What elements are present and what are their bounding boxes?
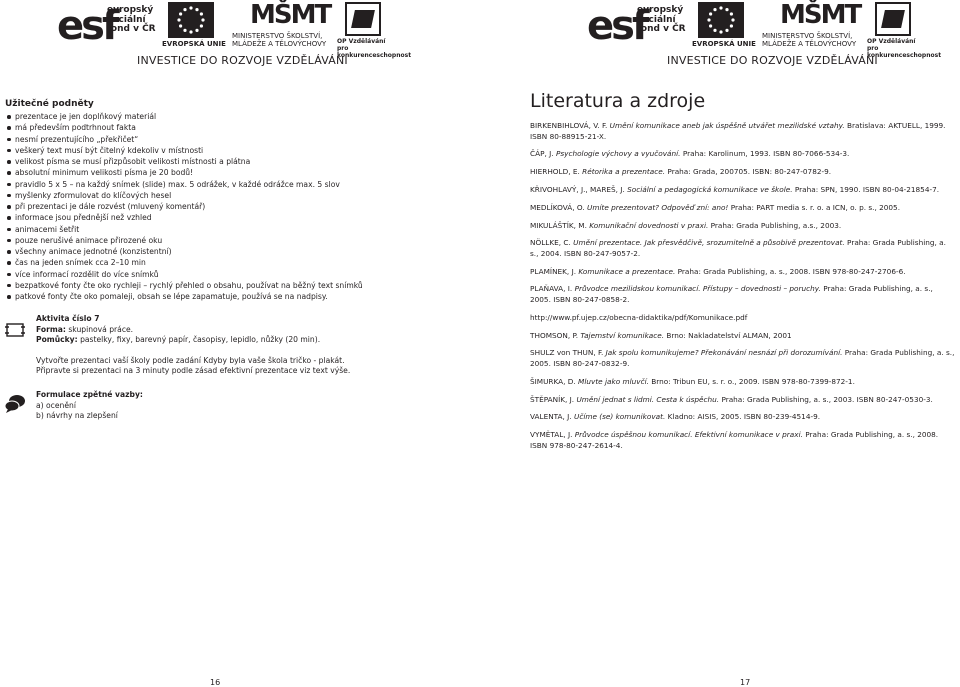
- reference-author: SHULZ von THUN, F.: [530, 348, 604, 358]
- list-item: bezpatkové fonty čte oko rychleji – rychlý přehled o obsahu, používat na běžný text snímků: [5, 280, 465, 291]
- reference-publication: Praha: Grada Publishing, a. s., 2005. ISBN 80-247-0832-9.: [530, 348, 955, 368]
- activity-section: [36, 314, 466, 377]
- esf-text: evropský sociální fond v ČR: [107, 5, 156, 34]
- reference-title: Umění prezentace. Jak přesvědčivě, srozumitelně a působivě prezentovat.: [573, 238, 845, 248]
- reference-author: NÖLLKE, C.: [530, 238, 571, 248]
- activity-aids-label: Pomůcky:: [36, 335, 78, 344]
- list-item: myšlenky zformulovat do klíčových hesel: [5, 190, 465, 201]
- reference-author: ŠIMURKA, D.: [530, 376, 576, 386]
- reference-publication: Praha: Grada Publishing, a. s., 2008. ISBN 978-80-247-2706-6.: [677, 266, 906, 276]
- reference-title: Rétorika a prezentace.: [582, 167, 666, 177]
- reference-publication: Praha: Grada Publishing, a. s., 2004. ISBN 80-247-9057-2.: [530, 238, 946, 258]
- reference-item: [530, 331, 955, 342]
- reference-item: [530, 167, 955, 178]
- eu-logo: [162, 2, 226, 50]
- reference-author: HIERHOLD, E.: [530, 167, 580, 177]
- list-item: animacemi šetřit: [5, 224, 465, 235]
- reference-item: [530, 377, 955, 388]
- reference-publication: Praha: Grada Publishing, a. s., 2003. ISBN 80-247-0530-3.: [721, 394, 933, 404]
- activity-form: [36, 325, 466, 336]
- op-label: OP Vzdělávání pro konkurenceschopnost: [867, 38, 942, 59]
- feedback-title: Formulace zpětné vazby:: [36, 390, 143, 399]
- reference-author: PLAMÍNEK, J.: [530, 266, 577, 276]
- reference-publication: Praha: PART media s. r. o. a ICN, o. p. s., 2005.: [730, 202, 901, 212]
- list-item: pravidlo 5 x 5 – na každý snímek (slide) max. 5 odrážek, v každé odrážce max. 5 slov: [5, 179, 465, 190]
- tips-section: [5, 99, 465, 302]
- tips-list: [5, 111, 465, 302]
- reference-item: [530, 348, 955, 369]
- page-number: 17: [740, 678, 751, 687]
- reference-title: Mluvte jako mluvčí.: [578, 376, 649, 386]
- esf-text: evropský sociální fond v ČR: [637, 5, 686, 34]
- reference-publication: Brno: Nakladatelství ALMAN, 2001: [666, 330, 792, 340]
- reference-item: [530, 121, 955, 142]
- op-emblem-icon: [875, 2, 911, 36]
- reference-author: THOMSON, P.: [530, 330, 579, 340]
- speech-bubbles-icon: [4, 394, 26, 414]
- page-number: 16: [210, 678, 221, 687]
- reference-publication: Bratislava: AKTUELL, 1999. ISBN 80-88915-21-X.: [530, 121, 946, 141]
- reference-publication: Brno: Tribun EU, s. r. o., 2009. ISBN 978-80-7399-872-1.: [651, 376, 855, 386]
- reference-item: [530, 221, 955, 232]
- reference-author: ČÁP, J.: [530, 149, 554, 159]
- msmt-logo: [232, 0, 332, 50]
- reference-item: [530, 238, 955, 259]
- reference-item: [530, 284, 955, 305]
- reference-author: BIRKENBIHLOVÁ, V. F.: [530, 121, 608, 130]
- reference-item: [530, 430, 955, 451]
- reference-title: Tajemství komunikace.: [580, 330, 665, 340]
- references-list: [530, 121, 955, 458]
- op-logo: [867, 2, 942, 59]
- reference-author: VALENTA, J.: [530, 412, 572, 422]
- list-item: absolutní minimum velikosti písma je 20 bodů!: [5, 167, 465, 178]
- list-item: při prezentaci je dále rozvést (mluvený komentář): [5, 201, 465, 212]
- header-logos: [57, 0, 417, 70]
- reference-title: Jak spolu komunikujeme? Překonávání nesnází při dorozumívání.: [605, 348, 843, 358]
- op-emblem-icon: [345, 2, 381, 36]
- reference-title: Umění komunikace aneb jak úspěšně utvářet mezilidské vztahy.: [609, 121, 845, 130]
- esf-mark: esf: [587, 3, 647, 49]
- msmt-label: MINISTERSTVO ŠKOLSTVÍ, MLÁDEŽE A TĚLOVÝCHOVY: [762, 32, 857, 48]
- reference-title: Průvodce mezilidskou komunikací. Přístupy – dovednosti – poruchy.: [574, 284, 821, 294]
- activity-title: Aktivita číslo 7: [36, 314, 100, 323]
- op-label: OP Vzdělávání pro konkurenceschopnost: [337, 38, 412, 59]
- reference-title: Učíme (se) komunikovat.: [573, 412, 666, 422]
- activity-task-line1: Vytvořte prezentaci vaší školy podle zadání Kdyby byla vaše škola tričko - plakát.: [36, 355, 345, 365]
- list-item: více informací rozdělit do více snímků: [5, 269, 465, 280]
- reference-title: Průvodce úspěšnou komunikací. Efektivní komunikace v praxi.: [574, 430, 803, 440]
- reference-title: Komunikace a prezentace.: [578, 266, 676, 276]
- list-item: patkové fonty čte oko pomaleji, obsah se lépe zapamatuje, používá se na nadpisy.: [5, 291, 465, 302]
- activity-form-label: Forma:: [36, 324, 66, 334]
- list-item: prezentace je jen doplňkový materiál: [5, 111, 465, 122]
- op-logo: [337, 2, 412, 59]
- reference-publication: Praha: Grada, 200705. ISBN: 80-247-0782-9.: [667, 167, 832, 177]
- list-item: nesmí prezentujícího „překřičet“: [5, 134, 465, 145]
- reference-item[interactable]: [530, 313, 955, 324]
- activity-aids: [36, 335, 466, 346]
- reference-title: Umění jednat s lidmi. Cesta k úspěchu.: [576, 394, 720, 404]
- eu-label: EVROPSKÁ UNIE: [692, 40, 756, 48]
- reference-title: Sociální a pedagogická komunikace ve škole.: [627, 184, 793, 194]
- list-item: veškerý text musí být čitelný kdekoliv v místnosti: [5, 145, 465, 156]
- activity-task-line2: Připravte si prezentaci na 3 minuty podle zásad efektivní prezentace viz text výše.: [36, 366, 351, 375]
- feedback-item: a) ocenění: [36, 400, 76, 410]
- eu-flag-icon: [698, 2, 744, 38]
- list-item: má především podtrhnout fakta: [5, 122, 465, 133]
- activity-aids-value: pastelky, fixy, barevný papír, časopisy, lepidlo, nůžky (20 min).: [80, 335, 321, 344]
- list-item: informace jsou přednější než vzhled: [5, 212, 465, 223]
- reference-author: VYMĚTAL, J.: [530, 430, 573, 440]
- eu-logo: [692, 2, 756, 50]
- reference-item: [530, 412, 955, 423]
- msmt-mark: MŠMT: [780, 0, 861, 30]
- reference-publication: Kladno: AISIS, 2005. ISBN 80-239-4514-9.: [667, 412, 821, 422]
- eu-flag-icon: [168, 2, 214, 38]
- tips-title: Užitečné podněty: [5, 99, 94, 109]
- list-item: pouze nerušivé animace přirozené oku: [5, 235, 465, 246]
- reference-publication: Praha: Grada Publishing, a.s., 2003.: [710, 220, 842, 230]
- right-page: [480, 0, 960, 687]
- reference-author: ŠTĚPANÍK, J.: [530, 394, 575, 404]
- reference-publication: Praha: Karolinum, 1993. ISBN 80-7066-534-3.: [682, 149, 850, 159]
- reference-publication: Praha: SPN, 1990. ISBN 80-04-21854-7.: [794, 184, 940, 194]
- msmt-logo: [762, 0, 862, 50]
- eu-label: EVROPSKÁ UNIE: [162, 40, 226, 48]
- reference-author: MIKULÁŠTÍK, M.: [530, 220, 587, 230]
- tagline: INVESTICE DO ROZVOJE VZDĚLÁVÁNÍ: [137, 54, 348, 67]
- reference-title: Umíte prezentovat? Odpověď zní: ano!: [587, 202, 729, 212]
- page-title: Literatura a zdroje: [530, 90, 706, 112]
- reference-item: [530, 203, 955, 214]
- reference-link[interactable]: http://www.pf.ujep.cz/obecna-didaktika/pdf/Komunikace.pdf: [530, 312, 748, 322]
- reference-title: Komunikační dovednosti v praxi.: [589, 220, 709, 230]
- reference-publication: Praha: Grada Publishing, a. s., 2005. ISBN 80-247-0858-2.: [530, 284, 933, 305]
- reference-item: [530, 185, 955, 196]
- reference-author: MEDLÍKOVÁ, O.: [530, 202, 585, 212]
- reference-author: KŘIVOHLAVÝ, J., MAREŠ, J.: [530, 184, 625, 194]
- reference-item: [530, 395, 955, 406]
- feedback-section: [36, 390, 466, 422]
- header-logos: [587, 0, 947, 70]
- esf-mark: esf: [57, 3, 117, 49]
- feedback-item: b) návrhy na zlepšení: [36, 411, 118, 420]
- reference-title: Psychologie výchovy a vyučování.: [555, 149, 681, 159]
- tagline: INVESTICE DO ROZVOJE VZDĚLÁVÁNÍ: [667, 54, 878, 67]
- reference-item: [530, 267, 955, 278]
- activity-icon: [4, 322, 26, 338]
- list-item: čas na jeden snímek cca 2–10 min: [5, 257, 465, 268]
- reference-publication: Praha: Grada Publishing, a. s., 2008. ISBN 978-80-247-2614-4.: [530, 430, 939, 450]
- reference-item: [530, 149, 955, 160]
- reference-author: PLAŇAVA, I.: [530, 284, 573, 294]
- list-item: velikost písma se musí přizpůsobit velikosti místnosti a plátna: [5, 156, 465, 167]
- activity-form-value: skupinová práce.: [68, 324, 134, 334]
- msmt-mark: MŠMT: [250, 0, 331, 30]
- list-item: všechny animace jednotné (konzistentní): [5, 246, 465, 257]
- msmt-label: MINISTERSTVO ŠKOLSTVÍ, MLÁDEŽE A TĚLOVÝCHOVY: [232, 32, 327, 48]
